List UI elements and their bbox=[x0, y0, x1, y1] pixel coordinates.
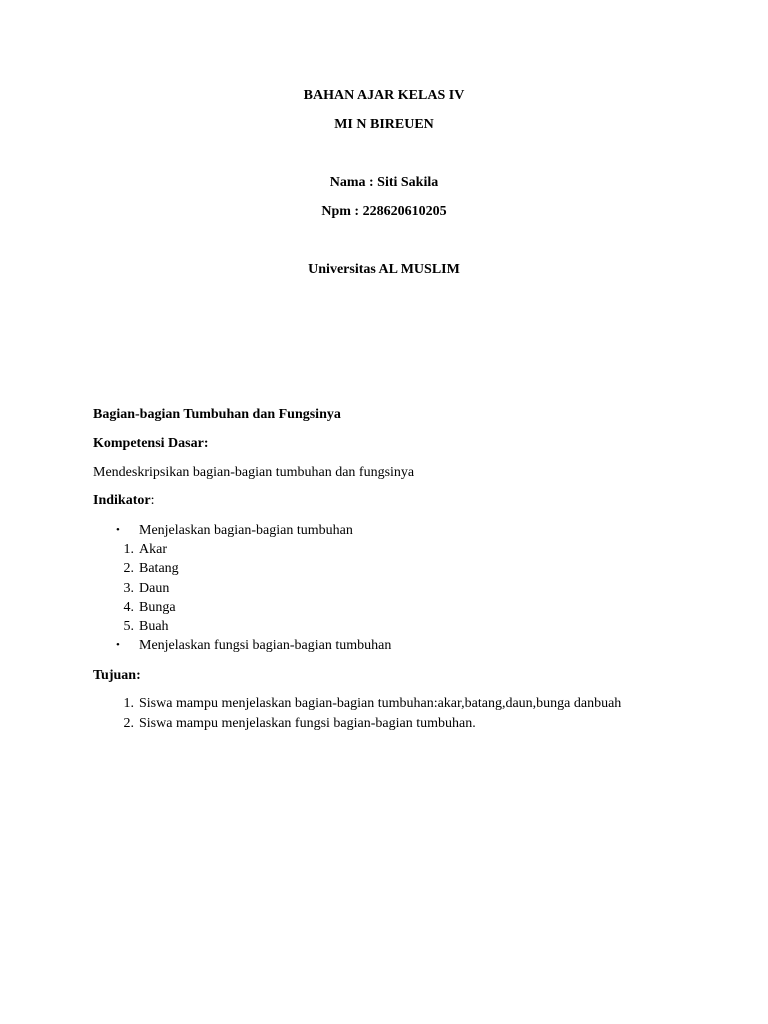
list-item-text: Menjelaskan fungsi bagian-bagian tumbuhan bbox=[139, 638, 392, 653]
author-npm: Npm : 228620610205 bbox=[321, 204, 447, 219]
list-item bbox=[0, 716, 768, 734]
list-item-text: Bunga bbox=[139, 600, 176, 615]
list-number: 5. bbox=[123, 619, 134, 634]
author-name: Nama : Siti Sakila bbox=[329, 175, 439, 190]
list-number: 4. bbox=[123, 600, 134, 615]
list-item-text: Akar bbox=[139, 542, 167, 557]
list-number: 1. bbox=[123, 696, 134, 711]
list-item bbox=[0, 523, 768, 541]
indikator-heading bbox=[93, 493, 154, 509]
list-item-text: Buah bbox=[139, 619, 169, 634]
header-title-line2: MI N BIREUEN bbox=[334, 117, 434, 132]
kompetensi-dasar-text: Mendeskripsikan bagian-bagian tumbuhan dan fungsinya bbox=[93, 465, 415, 480]
header-title-line1: BAHAN AJAR KELAS IV bbox=[303, 88, 465, 103]
list-item bbox=[0, 600, 768, 618]
list-number: 1. bbox=[123, 542, 134, 557]
list-item bbox=[0, 619, 768, 637]
kompetensi-dasar-label: Kompetensi Dasar: bbox=[93, 436, 209, 451]
list-number: 2. bbox=[123, 561, 134, 576]
indikator-label: Indikator bbox=[93, 493, 151, 508]
list-item bbox=[0, 561, 768, 579]
list-item-text: Daun bbox=[139, 581, 170, 596]
list-number: 2. bbox=[123, 716, 134, 731]
list-item bbox=[0, 581, 768, 599]
list-item-text: Siswa mampu menjelaskan bagian-bagian tumbuhan:akar,batang,daun,bunga danbuah bbox=[139, 696, 622, 711]
bullet-marker: • bbox=[116, 524, 120, 536]
list-item-text: Menjelaskan bagian-bagian tumbuhan bbox=[139, 523, 353, 538]
list-item-text: Siswa mampu menjelaskan fungsi bagian-bagian tumbuhan. bbox=[139, 716, 476, 731]
indikator-colon: : bbox=[150, 493, 155, 508]
bullet-marker: • bbox=[116, 639, 120, 651]
university-name: Universitas AL MUSLIM bbox=[308, 262, 460, 277]
list-number: 3. bbox=[123, 581, 134, 596]
topic-title: Bagian-bagian Tumbuhan dan Fungsinya bbox=[93, 407, 341, 422]
tujuan-label: Tujuan: bbox=[93, 668, 141, 683]
list-item bbox=[0, 638, 768, 656]
list-item-text: Batang bbox=[139, 561, 179, 576]
list-item bbox=[0, 696, 768, 714]
list-item bbox=[0, 542, 768, 560]
